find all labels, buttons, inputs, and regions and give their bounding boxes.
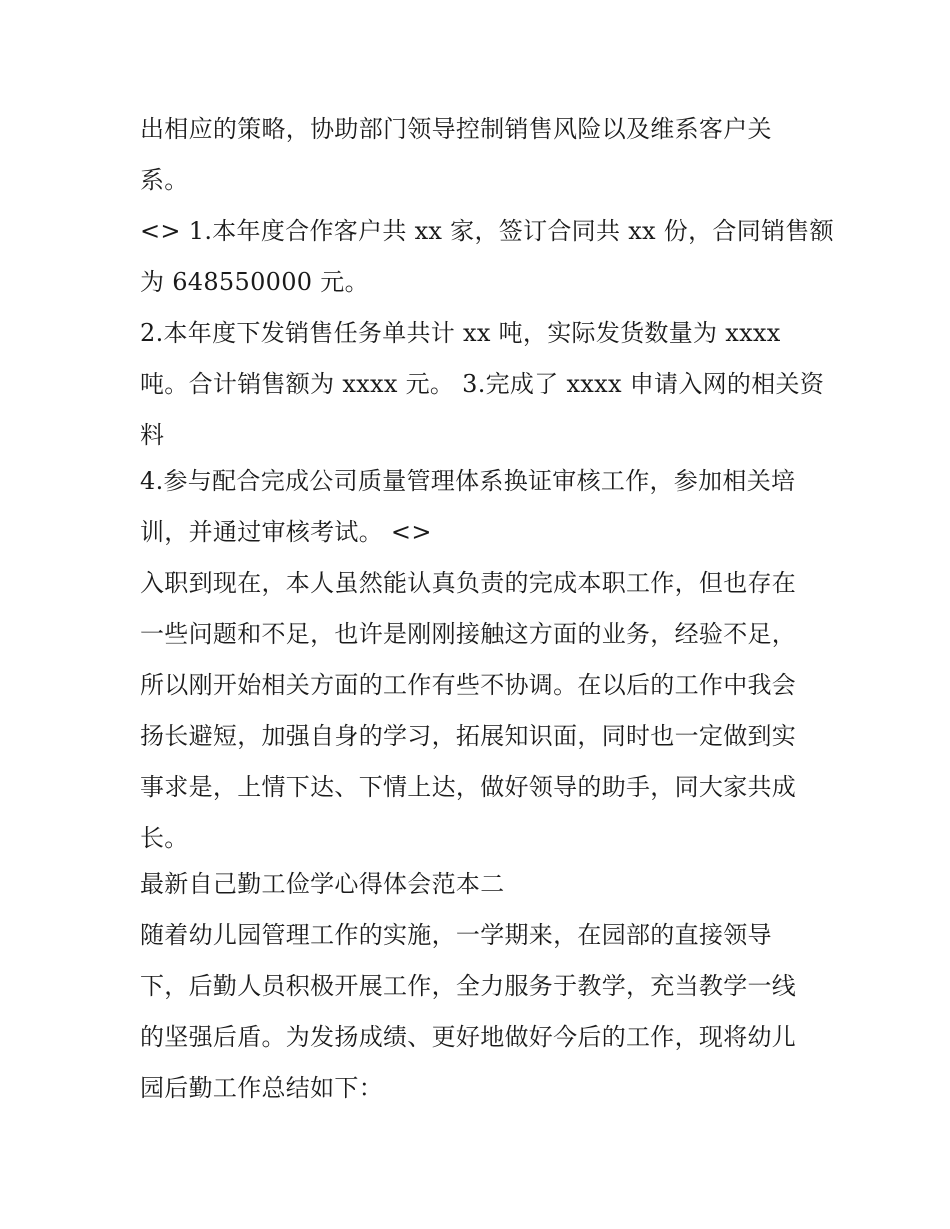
text-line: 园后勤工作总结如下：	[140, 1074, 383, 1102]
text-line: 训，并通过审核考试。 <>	[140, 518, 432, 546]
section-heading: 最新自己勤工俭学心得体会范本二	[140, 870, 505, 898]
text-line: 所以刚开始相关方面的工作有些不协调。在以后的工作中我会	[140, 671, 797, 699]
text-line: 长。	[140, 824, 189, 852]
text-line: 扬长避短，加强自身的学习，拓展知识面，同时也一定做到实	[140, 722, 797, 750]
text-line: 4.参与配合完成公司质量管理体系换证审核工作，参加相关培	[140, 467, 796, 495]
text-line: 随着幼儿园管理工作的实施，一学期来，在园部的直接领导	[140, 921, 772, 949]
text-line: 事求是，上情下达、下情上达，做好领导的助手，同大家共成	[140, 773, 797, 801]
document-body	[140, 104, 834, 1114]
text-line: 出相应的策略，协助部门领导控制销售风险以及维系客户关	[140, 115, 772, 143]
text-line: 为 648550000 元。	[140, 268, 369, 296]
text-line: 一些问题和不足，也许是刚刚接触这方面的业务，经验不足，	[140, 620, 797, 648]
text-line: 的坚强后盾。为发扬成绩、更好地做好今后的工作，现将幼儿	[140, 1023, 797, 1051]
text-line: 下，后勤人员积极开展工作，全力服务于教学，充当教学一线	[140, 972, 797, 1000]
text-line: 料	[140, 421, 165, 449]
text-line: <> 1.本年度合作客户共 xx 家，签订合同共 xx 份，合同销售额	[140, 217, 834, 245]
text-line: 吨。合计销售额为 xxxx 元。 3.完成了 xxxx 申请入网的相关资	[140, 370, 825, 398]
text-line: 2.本年度下发销售任务单共计 xx 吨，实际发货数量为 xxxx	[140, 319, 781, 347]
text-line: 系。	[140, 166, 189, 194]
text-line: 入职到现在，本人虽然能认真负责的完成本职工作，但也存在	[140, 569, 797, 597]
